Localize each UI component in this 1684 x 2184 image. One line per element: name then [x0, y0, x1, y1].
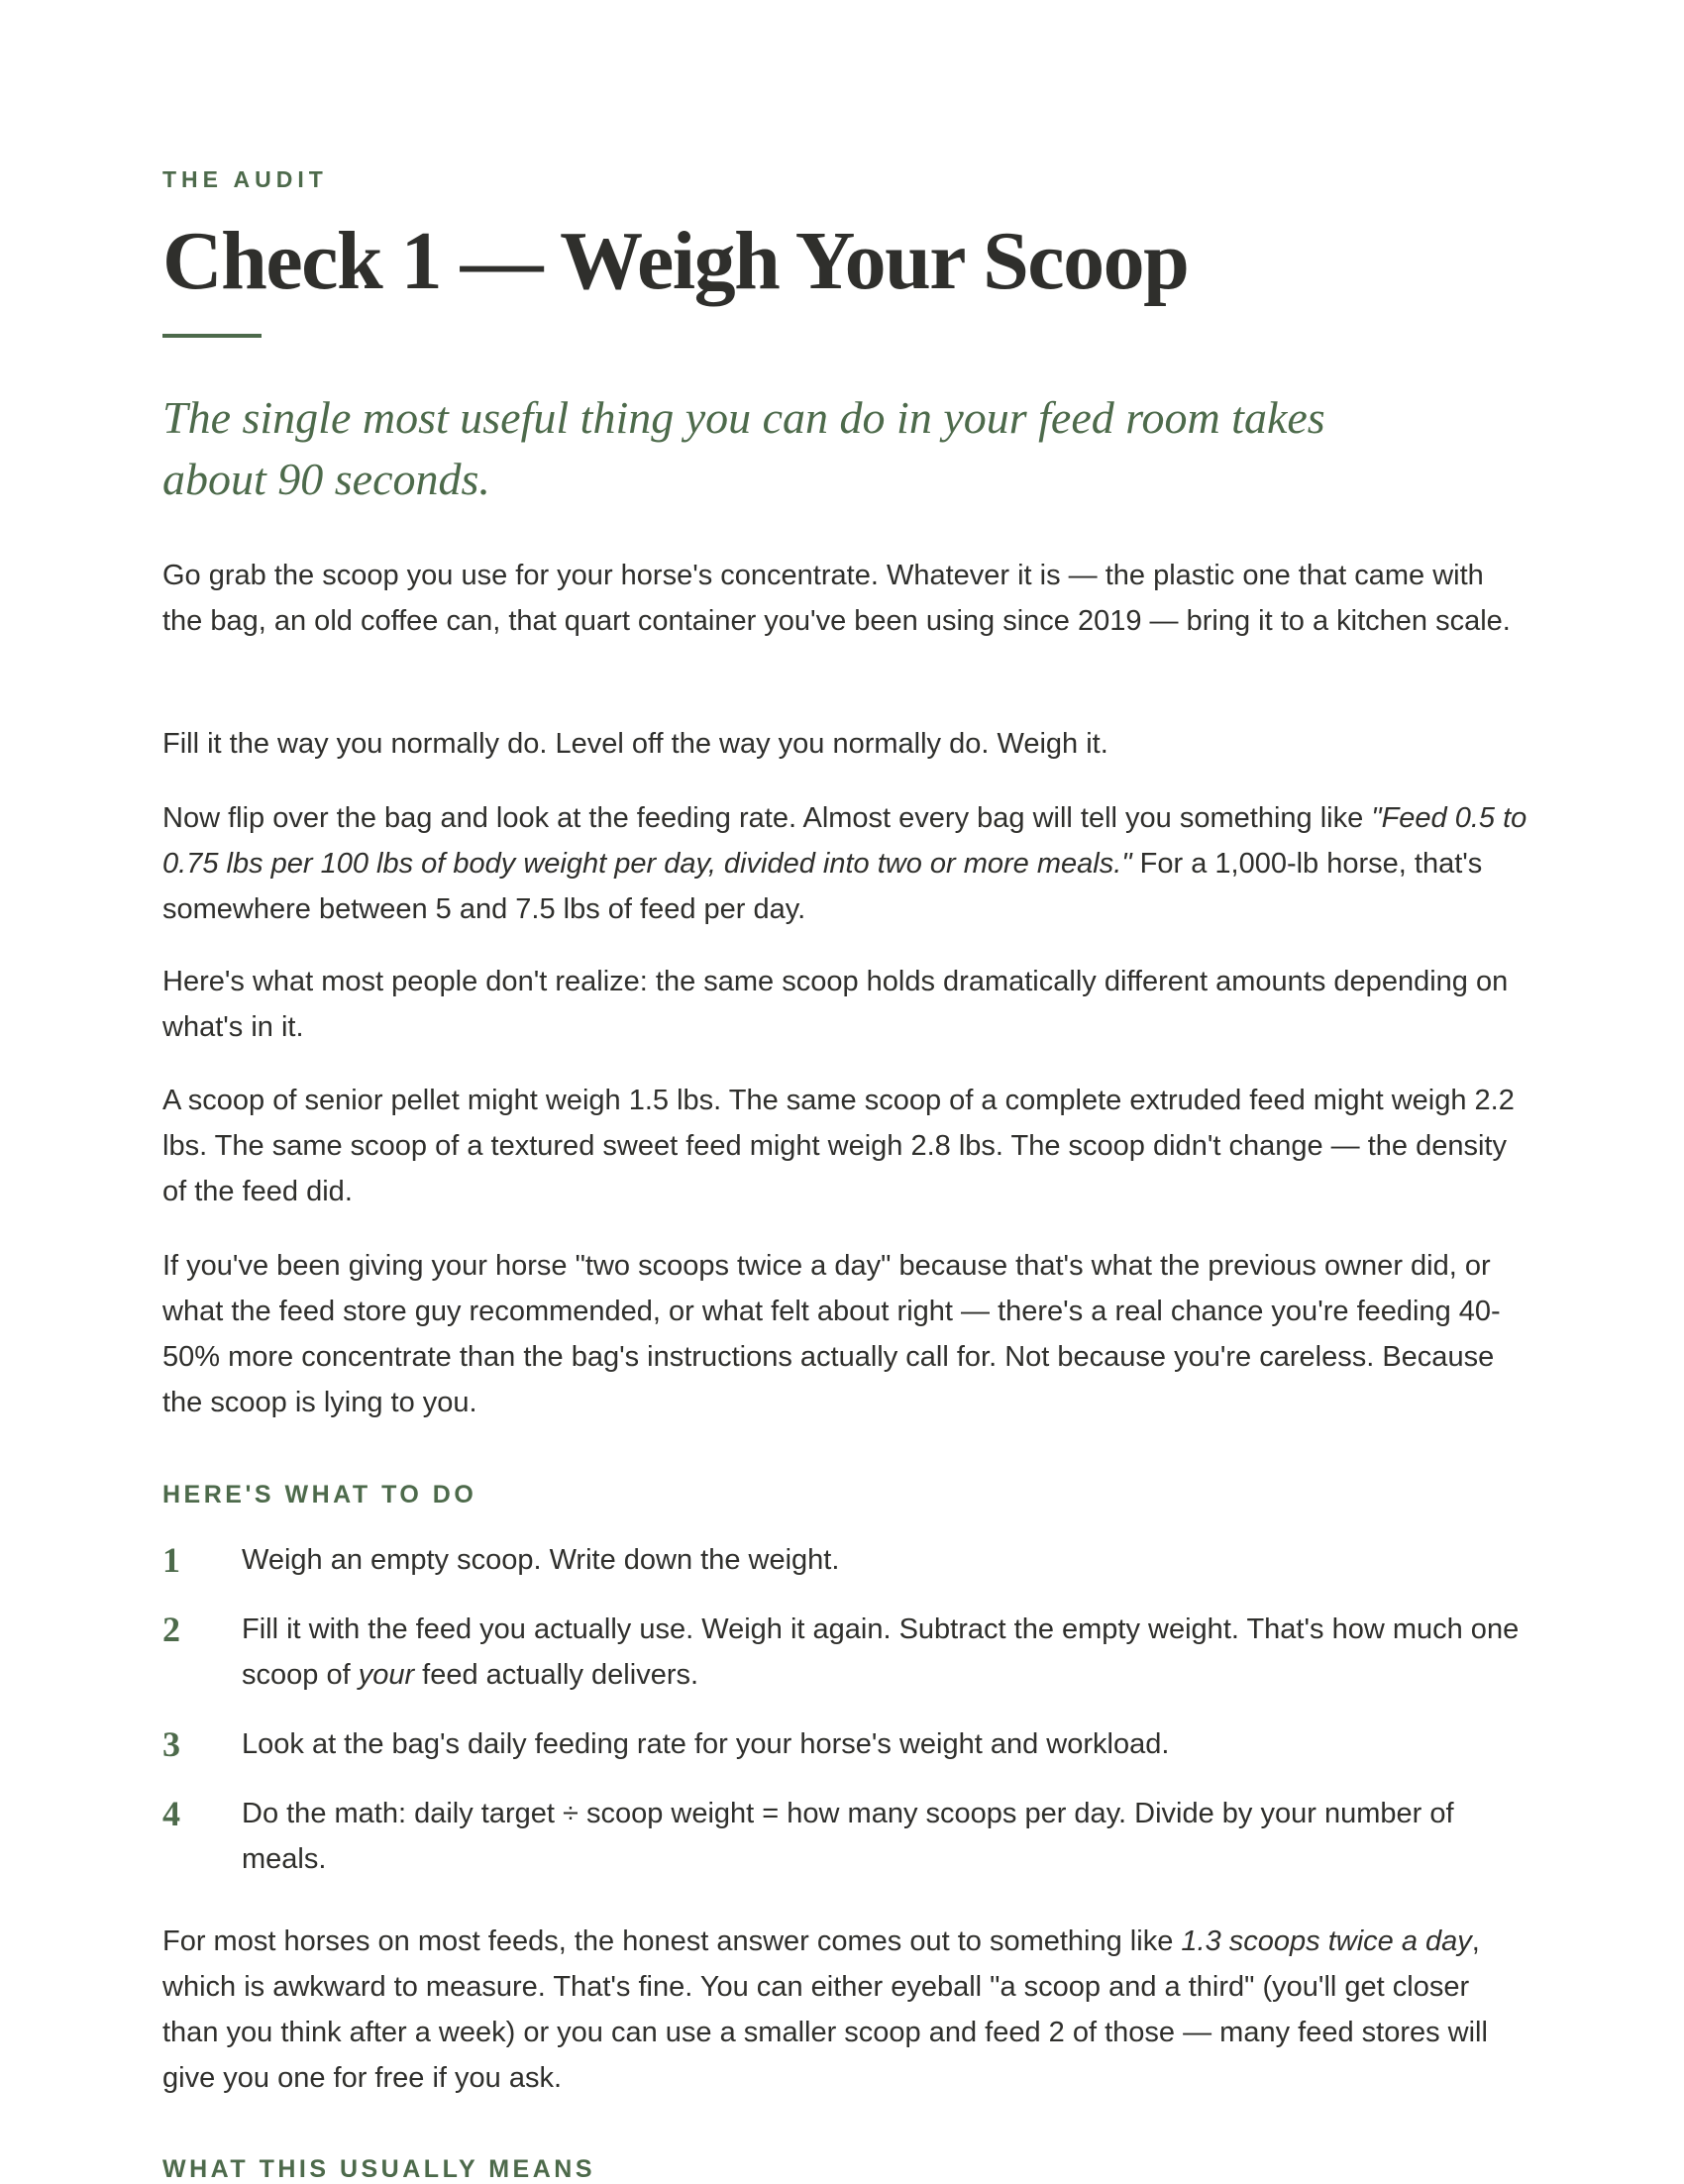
step-3	[162, 1721, 1539, 1767]
step-number: 4	[162, 1794, 180, 1833]
step-text: Do the math: daily target ÷ scoop weight = how many scoops per day. Divide by your number of meals.	[242, 1798, 1454, 1875]
closing-text-b: , which is awkward to measure. That's fine. You can either eyeball "a scoop and a third" (you'll get closer than you think after a week) or you can use a smaller scoop and feed 2 of those — many feed stores will give you one for free if you ask.	[162, 1925, 1488, 2094]
page-title: Check 1 — Weigh Your Scoop	[162, 215, 1189, 307]
step-2	[162, 1607, 1539, 1698]
title-divider	[162, 334, 262, 338]
step-number: 1	[162, 1540, 180, 1580]
paragraph-3	[162, 795, 1529, 932]
paragraph-5: A scoop of senior pellet might weigh 1.5 lbs. The same scoop of a complete extruded feed might weigh 2.2 lbs. The same scoop of a textured sweet feed might weigh 2.8 lbs. The scoop didn't change — the density of the feed did.	[162, 1085, 1515, 1207]
feeding-rate-quote: "Feed 0.5 to 0.75 lbs per 100 lbs of body weight per day, divided into two or more meals."	[162, 802, 1527, 880]
lede: The single most useful thing you can do in your feed room takes about 90 seconds.	[162, 392, 1325, 504]
step-1	[162, 1537, 1539, 1583]
step-number: 3	[162, 1724, 180, 1764]
step-text: Weigh an empty scoop. Write down the weight.	[242, 1544, 840, 1576]
steps-section-label: HERE'S WHAT TO DO	[162, 1481, 477, 1508]
steps-list	[162, 1537, 1539, 1882]
step-text-emphasis: your	[358, 1659, 415, 1691]
closing-paragraph	[162, 1919, 1529, 2101]
closing-emphasis: 1.3 scoops twice a day	[1181, 1925, 1472, 1957]
closing-text-a: For most horses on most feeds, the honest answer comes out to something like	[162, 1925, 1182, 1957]
paragraph-4: Here's what most people don't realize: the same scoop holds dramatically different amounts depending on what's in it.	[162, 966, 1509, 1043]
paragraph-2: Fill it the way you normally do. Level off the way you normally do. Weigh it.	[162, 728, 1108, 760]
paragraph-1: Go grab the scoop you use for your horse's concentrate. Whatever it is — the plastic one that came with the bag, an old coffee can, that quart container you've been using since 2019 — bring it to a kitchen scale.	[162, 560, 1511, 637]
step-number: 2	[162, 1610, 180, 1649]
step-text-b: feed actually delivers.	[414, 1659, 699, 1691]
next-section-label: WHAT THIS USUALLY MEANS	[162, 2155, 595, 2183]
paragraph-6: If you've been giving your horse "two scoops twice a day" because that's what the previous owner did, or what the feed store guy recommended, or what felt about right — there's a real chance you're feeding 40-50% more concentrate than the bag's instructions actually call for. Not because you're careless. Because the scoop is lying to you.	[162, 1250, 1501, 1418]
paragraph-3-text-b: For a 1,000-lb horse, that's somewhere between 5 and 7.5 lbs of feed per day.	[162, 848, 1483, 925]
paragraph-3-text-a: Now flip over the bag and look at the feeding rate. Almost every bag will tell you something like	[162, 802, 1372, 834]
step-text: Look at the bag's daily feeding rate for your horse's weight and workload.	[242, 1728, 1170, 1760]
step-text-a: Fill it with the feed you actually use. Weigh it again. Subtract the empty weight. That's how much one scoop of	[242, 1613, 1520, 1691]
section-eyebrow: THE AUDIT	[162, 166, 328, 192]
step-4	[162, 1791, 1539, 1882]
